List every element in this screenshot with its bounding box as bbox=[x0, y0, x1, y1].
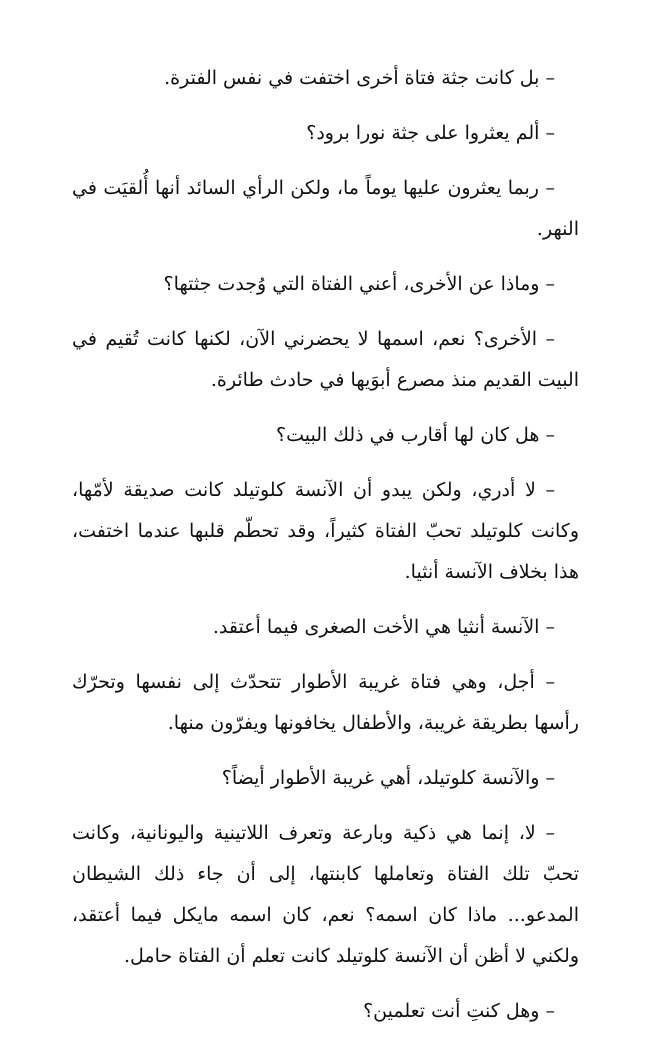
dialogue-paragraph-7: – لا أدري، ولكن يبدو أن الآنسة كلوتيلد كانت صديقة لأمّها، وكانت كلوتيلد تحبّ الفتاة كثيراً، وقد تحطّم قلبها عندما اختفت، هذا بخلاف الآنسة أنثيا. bbox=[72, 479, 579, 583]
dialogue-paragraph-11: – لا، إنما هي ذكية وبارعة وتعرف اللاتينية واليونانية، وكانت تحبّ تلك الفتاة وتعاملها كابنتها، إلى أن جاء ذلك الشيطان المدعو... ماذا كان اسمه؟ نعم، كان اسمه مايكل فيما أعتقد، ولكني لا أظن أن الآنسة كلوتيلد كانت تعلم أن الفتاة حامل. bbox=[72, 822, 579, 967]
dialogue-paragraph-10: – والآنسة كلوتيلد، أهي غريبة الأطوار أيضاً؟ bbox=[221, 767, 555, 789]
dialogue-paragraph-5: – الأخرى؟ نعم، اسمها لا يحضرني الآن، لكنها كانت تُقيم في البيت القديم منذ مصرع أبوَيها في حادث طائرة. bbox=[72, 328, 579, 391]
dialogue-paragraph-2: – ألم يعثروا على جثة نورا برود؟ bbox=[306, 122, 555, 144]
dialogue-paragraph-12: – وهل كنتِ أنت تعلمين؟ bbox=[363, 1000, 555, 1022]
dialogue-paragraph-9: – أجل، وهي فتاة غريبة الأطوار تتحدّث إلى نفسها وتحرّك رأسها بطريقة غريبة، والأطفال يخافونها ويفرّون منها. bbox=[72, 671, 579, 734]
dialogue-paragraph-1: – بل كانت جثة فتاة أخرى اختفت في نفس الفترة. bbox=[164, 67, 555, 89]
dialogue-paragraph-8: – الآنسة أنثيا هي الأخت الصغرى فيما أعتقد. bbox=[212, 616, 555, 638]
dialogue-paragraph-6: – هل كان لها أقارب في ذلك البيت؟ bbox=[276, 424, 555, 446]
dialogue-paragraph-3: – ربما يعثرون عليها يوماً ما، ولكن الرأي السائد أنها أُلقيَت في النهر. bbox=[72, 177, 579, 240]
dialogue-text-block bbox=[72, 58, 579, 1046]
dialogue-paragraph-4: – وماذا عن الأخرى، أعني الفتاة التي وُجدت جثتها؟ bbox=[163, 273, 555, 295]
